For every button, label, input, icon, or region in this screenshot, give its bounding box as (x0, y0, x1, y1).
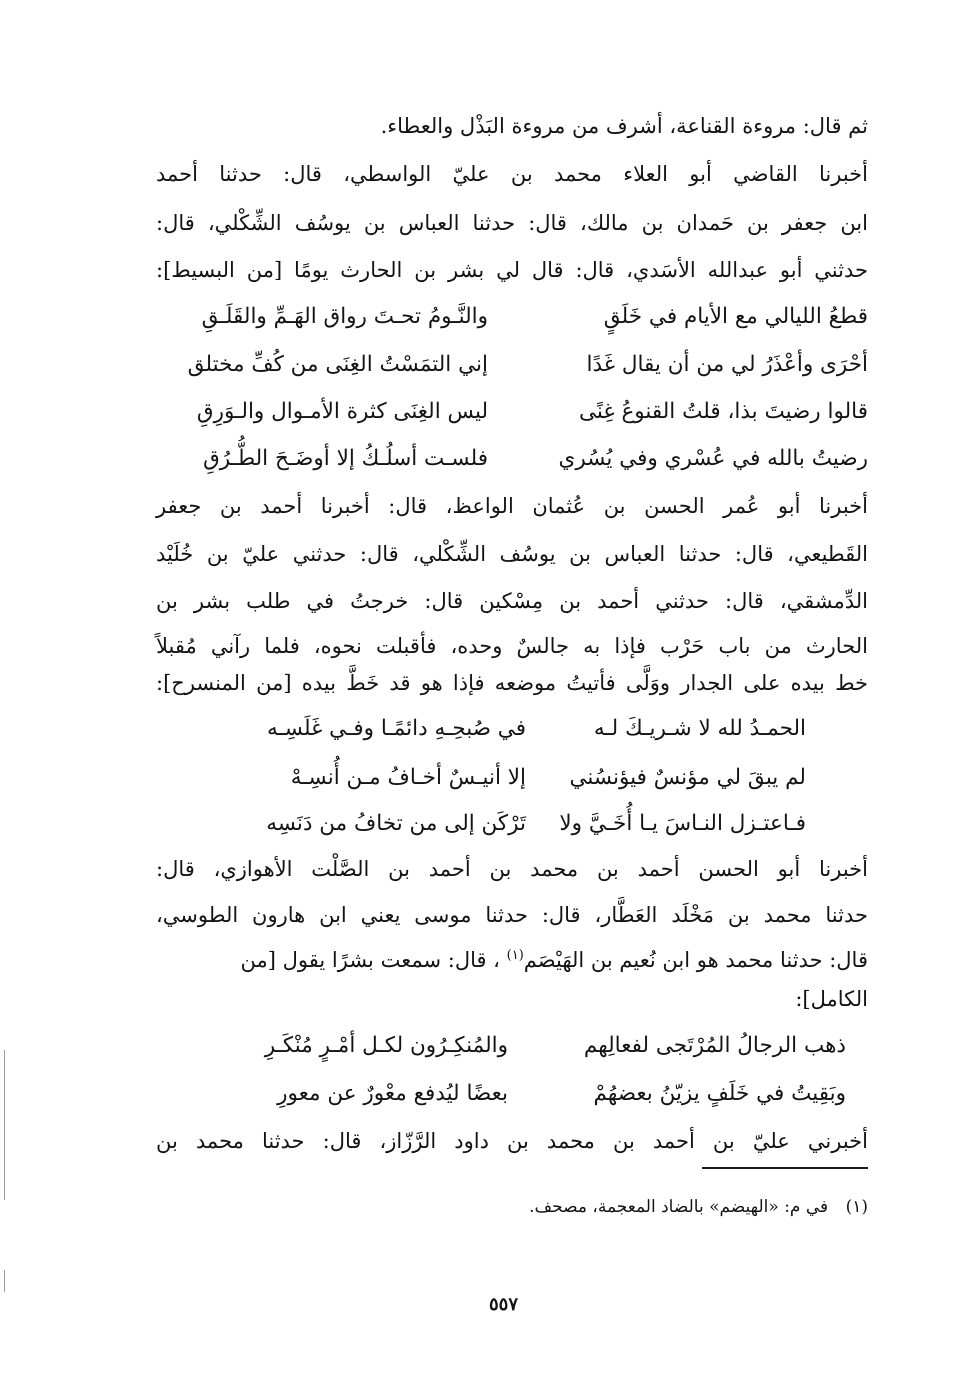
text-segment: ، قال: سمعت بشرًا يقول [من (240, 948, 500, 972)
page-number: ٥٥٧ (489, 1294, 519, 1315)
verse-second-hemistich: فلسـت أسلُـكُ إلا أوضَـحَ الطُّـرُقِ (203, 446, 488, 471)
verse-first-hemistich: أحْرَى وأعْذَرُ لي من أن يقال غَدًا (586, 352, 868, 377)
main-text (156, 0, 868, 1180)
text-line: حدثني أبو عبدالله الأسَدي، قال: قال لي بشر بن الحارث يومًا [من البسيط]: (156, 258, 868, 282)
verse-second-hemistich: في صُبحِـهِ دائمًـا وفـي غَلَسِـه (266, 716, 526, 741)
text-line: ابن جعفر بن حَمدان بن مالك، قال: حدثنا العباس بن يوسُف الشِّكْلي، قال: (156, 211, 868, 235)
scan-edge-mark (4, 1050, 5, 1200)
text-line (156, 940, 868, 976)
text-line: أخبرنا أبو عُمر الحسن بن عُثمان الواعظ، قال: أخبرنا أحمد بن جعفر (156, 494, 868, 518)
footnote-text: في م: «الهيضم» بالضاد المعجمة، مصحف. (529, 1197, 829, 1217)
verse-first-hemistich: الحمـدُ لله لا شـريـكَ لـه (593, 716, 806, 741)
verse-second-hemistich: إني التمَسْتُ الغِنَى من كُفِّ مختلق (187, 352, 488, 377)
scan-edge-mark (4, 1270, 5, 1292)
text-line: أخبرنا القاضي أبو العلاء محمد بن عليّ الواسطي، قال: حدثنا أحمد (156, 162, 868, 186)
verse-first-hemistich: قطعُ الليالي مع الأيام في خَلَقٍ (603, 304, 868, 329)
text-line: خط بيده على الجدار ووَلَّى فأتيتُ موضعه فإذا هو قد خَطَّ بيده [من المنسرح]: (156, 671, 868, 695)
verse-first-hemistich: قالوا رضيتَ بذا، قلتُ القنوعُ غِنًى (578, 399, 868, 424)
verse-first-hemistich: لم يبقَ لي مؤنسٌ فيؤنسُني (569, 765, 806, 790)
text-line: ثم قال: مروءة القناعة، أشرف من مروءة البَذْل والعطاء. (380, 114, 868, 138)
text-line: حدثنا محمد بن مَخْلَد العَطَّار، قال: حدثنا موسى يعني ابن هارون الطوسي، (156, 903, 868, 927)
footnote-marker: (١) (845, 1197, 868, 1217)
verse-first-hemistich: ذهب الرجالُ المُرْتَجى لفعالِهم (583, 1033, 846, 1058)
verse-first-hemistich: رضيتُ بالله في عُسْري وفي يُسُري (558, 446, 868, 471)
text-line: القَطيعي، قال: حدثنا العباس بن يوسُف الشِّكْلي، قال: حدثني عليّ بن خُلَيْد (156, 542, 868, 566)
text-line: أخبرني عليّ بن أحمد بن محمد بن داود الرَّزّاز، قال: حدثنا محمد بن (156, 1129, 868, 1153)
footnote-reference[interactable]: (١) (506, 948, 524, 963)
verse-second-hemistich: بعضًا ليُدفع معْورٌ عن معورِ (277, 1081, 508, 1106)
text-line: الحارث من باب حَرْب فإذا به جالسٌ وحده، فأقبلت نحوه، فلما رآني مُقبلاً (156, 634, 868, 658)
verse-second-hemistich: والنَّـومُ تحـتَ رواق الهَـمِّ والقَلَـقِ (201, 304, 488, 329)
verse-second-hemistich: ليس الغِنَى كثرة الأمـوال والـوَرِقِ (196, 399, 488, 424)
text-line: الدِّمشقي، قال: حدثني أحمد بن مِسْكين قال: خرجتُ في طلب بشر بن (156, 589, 868, 613)
verse-first-hemistich: فـاعتـزل النـاسَ يـا أُخَـيَّ ولا (559, 811, 806, 836)
verse-second-hemistich: إلا أنيـسٌ أخـافُ مـن أُنسِـهْ (290, 765, 526, 790)
text-line: الكامل]: (795, 987, 868, 1011)
footnote-separator (702, 1167, 868, 1169)
footnote (529, 1193, 868, 1221)
verse-second-hemistich: والمُنكِـرُون لكـل أمْـرٍ مُنْكَـرِ (264, 1033, 508, 1058)
text-line: أخبرنا أبو الحسن أحمد بن محمد بن أحمد بن الصَّلْت الأهوازي، قال: (156, 857, 868, 881)
text-segment: قال: حدثنا محمد هو ابن نُعيم بن الهَيْصَم (523, 948, 868, 972)
verse-second-hemistich: تَرْكَن إلى من تخافُ من دَنَسِه (266, 811, 526, 836)
verse-first-hemistich: وبَقِيتُ في خَلَفٍ يزيّنُ بعضهُمْ (593, 1081, 846, 1106)
